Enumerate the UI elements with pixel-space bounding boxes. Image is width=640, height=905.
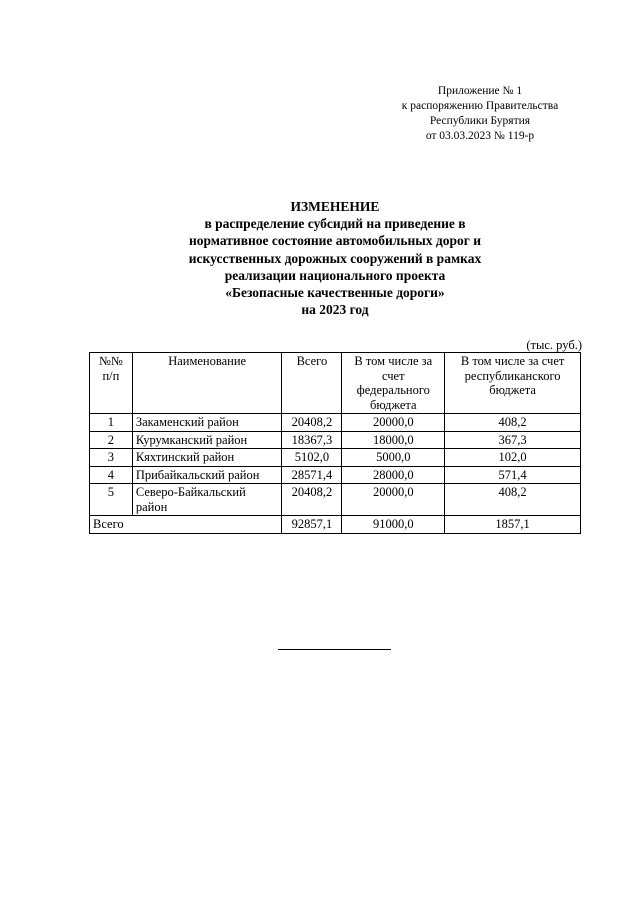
- cell-total: 18367,3: [282, 431, 342, 449]
- table-row: [90, 449, 581, 467]
- units-label: (тыс. руб.): [526, 338, 582, 352]
- title-line: на 2023 год: [301, 302, 369, 318]
- cell-name: Закаменский район: [132, 414, 282, 432]
- cell-republic: 408,2: [445, 414, 581, 432]
- header-name: Наименование: [132, 353, 282, 414]
- title-line: нормативное состояние автомобильных дорог и: [188, 233, 482, 249]
- appendix-line: Республики Бурятия: [429, 115, 531, 127]
- header-num: №№ п/п: [90, 353, 133, 414]
- table-total-row: [90, 516, 581, 534]
- cell-total: 28571,4: [282, 466, 342, 484]
- subsidy-table: [89, 352, 581, 534]
- cell-num: 2: [90, 431, 133, 449]
- cell-num: 3: [90, 449, 133, 467]
- cell-total: 5102,0: [282, 449, 342, 467]
- title-line: «Безопасные качественные дороги»: [225, 285, 445, 301]
- signature-divider: [278, 649, 391, 650]
- document-title: [150, 198, 520, 318]
- total-sum: 92857,1: [282, 516, 342, 534]
- title-line: ИЗМЕНЕНИЕ: [290, 199, 380, 214]
- header-federal: В том числе за счет федерального бюджета: [342, 353, 445, 414]
- cell-republic: 571,4: [445, 466, 581, 484]
- table-row: [90, 484, 581, 516]
- cell-federal: 28000,0: [342, 466, 445, 484]
- header-republic: В том числе за счет республиканского бюджета: [445, 353, 581, 414]
- table-header-row: [90, 353, 581, 414]
- table-row: [90, 466, 581, 484]
- cell-name: Прибайкальский район: [132, 466, 282, 484]
- cell-republic: 408,2: [445, 484, 581, 516]
- cell-num: 4: [90, 466, 133, 484]
- table-row: [90, 431, 581, 449]
- cell-federal: 20000,0: [342, 414, 445, 432]
- cell-republic: 102,0: [445, 449, 581, 467]
- appendix-line: Приложение № 1: [437, 85, 523, 97]
- cell-republic: 367,3: [445, 431, 581, 449]
- appendix-header: [380, 84, 580, 144]
- cell-name: Курумканский район: [132, 431, 282, 449]
- title-line: искусственных дорожных сооружений в рамках: [188, 250, 482, 266]
- cell-num: 5: [90, 484, 133, 516]
- header-total: Всего: [282, 353, 342, 414]
- total-federal: 91000,0: [342, 516, 445, 534]
- total-republic: 1857,1: [445, 516, 581, 534]
- cell-federal: 5000,0: [342, 449, 445, 467]
- cell-federal: 18000,0: [342, 431, 445, 449]
- cell-total: 20408,2: [282, 484, 342, 516]
- cell-federal: 20000,0: [342, 484, 445, 516]
- cell-name: Северо-Байкальский район: [132, 484, 282, 516]
- title-line: реализации национального проекта: [224, 267, 446, 283]
- table-row: [90, 414, 581, 432]
- total-label: Всего: [90, 516, 282, 534]
- cell-total: 20408,2: [282, 414, 342, 432]
- cell-num: 1: [90, 414, 133, 432]
- appendix-line: от 03.03.2023 № 119-р: [425, 130, 535, 142]
- title-line: в распределение субсидий на приведение в: [204, 216, 466, 232]
- appendix-line: к распоряжению Правительства: [401, 100, 559, 112]
- cell-name: Кяхтинский район: [132, 449, 282, 467]
